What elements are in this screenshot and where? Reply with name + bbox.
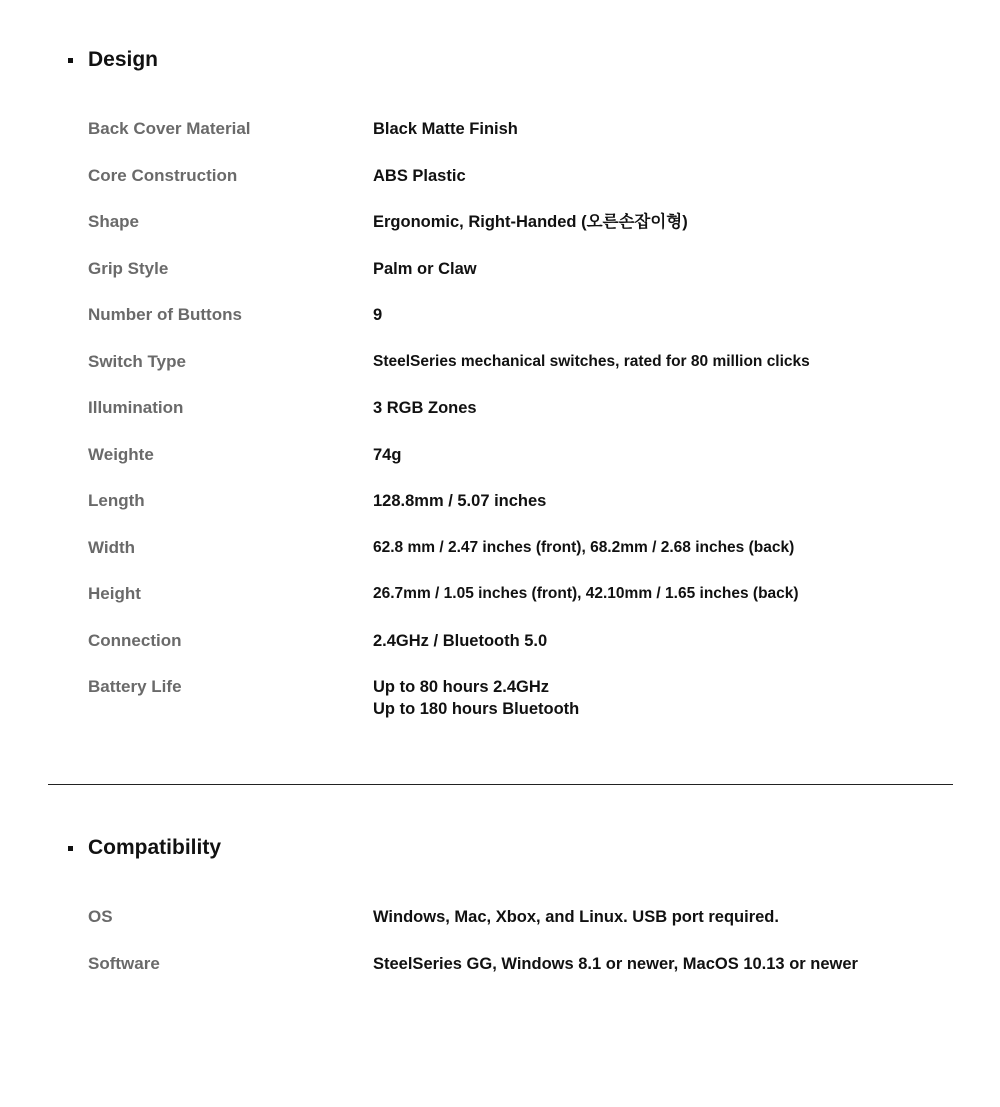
spec-label: Shape (88, 212, 140, 231)
spec-value-multiline (373, 676, 579, 720)
battery-life-line-2: Up to 180 hours Bluetooth (373, 700, 580, 718)
compatibility-section-title (68, 835, 221, 861)
spec-value: Palm or Claw (373, 260, 477, 278)
spec-label: OS (88, 907, 113, 926)
spec-value: 9 (373, 306, 383, 324)
spec-label: Switch Type (88, 352, 186, 371)
spec-label: Illumination (88, 398, 184, 417)
bullet-icon (68, 58, 73, 63)
spec-value: ABS Plastic (373, 167, 466, 185)
spec-label: Core Construction (88, 166, 238, 185)
spec-value: 62.8 mm / 2.47 inches (front), 68.2mm / 2.68 inches (back) (373, 539, 795, 556)
spec-value: 74g (373, 446, 402, 464)
spec-label: Connection (88, 631, 182, 650)
spec-label: Length (88, 491, 145, 510)
design-title-text: Design (88, 48, 159, 71)
spec-value: Black Matte Finish (373, 120, 518, 138)
spec-value: 128.8mm / 5.07 inches (373, 492, 547, 510)
spec-label: Grip Style (88, 259, 169, 278)
spec-value: SteelSeries GG, Windows 8.1 or newer, MacOS 10.13 or newer (373, 955, 858, 973)
battery-life-line-1: Up to 80 hours 2.4GHz (373, 678, 550, 696)
spec-label: Width (88, 538, 136, 557)
compatibility-title-text: Compatibility (88, 836, 222, 859)
spec-value: Ergonomic, Right-Handed (오른손잡이형) (373, 213, 688, 231)
spec-value: 3 RGB Zones (373, 399, 477, 417)
spec-label: Weighte (88, 445, 154, 464)
spec-label: Battery Life (88, 677, 182, 696)
spec-label: Height (88, 584, 141, 603)
spec-label: Software (88, 954, 160, 973)
bullet-icon (68, 846, 73, 851)
spec-value: 2.4GHz / Bluetooth 5.0 (373, 632, 548, 650)
spec-value: Windows, Mac, Xbox, and Linux. USB port required. (373, 908, 779, 926)
spec-value: SteelSeries mechanical switches, rated for 80 million clicks (373, 353, 810, 370)
spec-label: Back Cover Material (88, 119, 251, 138)
spec-value: 26.7mm / 1.05 inches (front), 42.10mm / 1.65 inches (back) (373, 585, 799, 602)
spec-label: Number of Buttons (88, 305, 242, 324)
design-section-title (68, 47, 158, 73)
section-divider (48, 784, 953, 785)
